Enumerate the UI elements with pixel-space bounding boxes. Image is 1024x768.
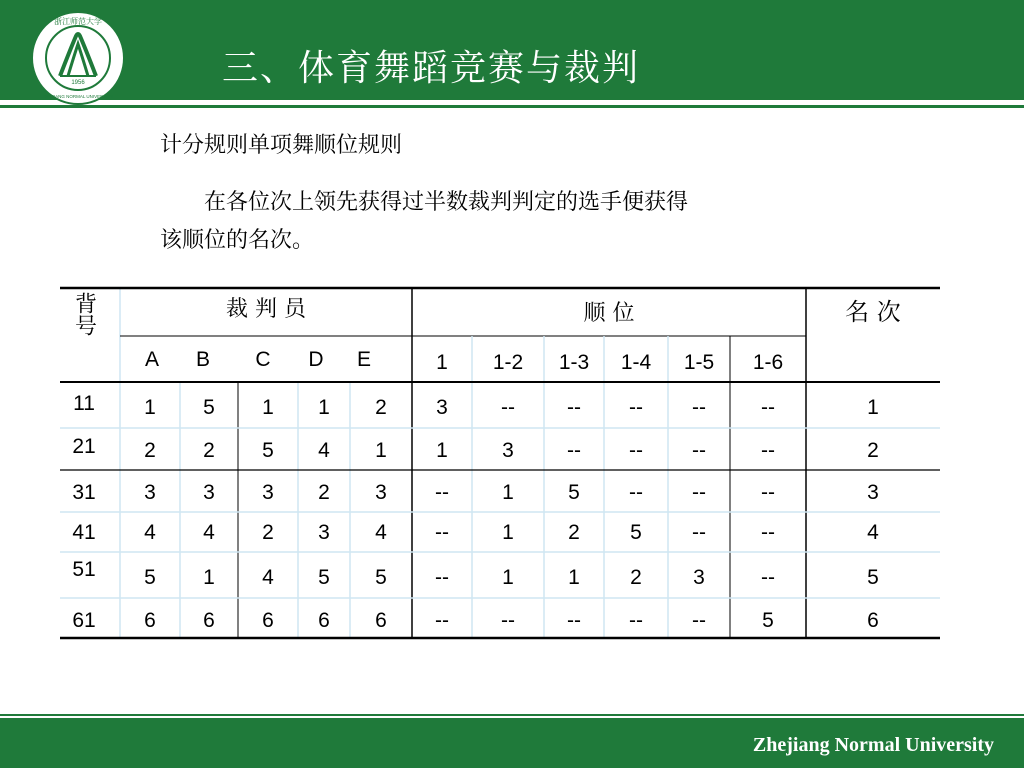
rank-count: -- [435, 609, 449, 632]
footer-university-name: Zhejiang Normal University [752, 734, 994, 756]
rank-count: -- [761, 481, 775, 504]
judge-score: 1 [318, 396, 330, 419]
bib-number: 61 [72, 609, 96, 632]
rank-count: 1 [502, 521, 514, 544]
header-divider [0, 105, 1024, 108]
judge-score: 2 [375, 396, 387, 419]
final-place: 5 [867, 566, 879, 589]
rank-count: -- [629, 396, 643, 419]
university-logo [30, 10, 126, 106]
ranking-table [60, 286, 944, 646]
judge-score: 3 [203, 481, 215, 504]
rule-paragraph [160, 184, 860, 260]
header-judges: 裁 判 员 [226, 297, 306, 322]
judge-score: 6 [262, 609, 274, 632]
rank-count: -- [761, 566, 775, 589]
rank-count: 1 [568, 566, 580, 589]
judge-score: 3 [262, 481, 274, 504]
rank-count: -- [629, 439, 643, 462]
rank-count: 1 [502, 566, 514, 589]
rank-col-6: 1-6 [752, 351, 784, 374]
rank-col-3: 1-3 [558, 351, 590, 374]
rank-col-4: 1-4 [620, 351, 652, 374]
judge-score: 6 [203, 609, 215, 632]
bib-number: 31 [72, 481, 96, 504]
final-place: 1 [867, 396, 879, 419]
logo-top-text: 浙江师范大学 [54, 17, 102, 26]
judge-score: 1 [262, 396, 274, 419]
judge-letter-C: C [255, 348, 271, 371]
header-bib: 背号 [71, 292, 97, 336]
final-place: 4 [867, 521, 879, 544]
bib-number: 41 [72, 521, 96, 544]
rule-subhead: 计分规则单项舞顺位规则 [160, 133, 403, 158]
judge-score: 5 [262, 439, 274, 462]
table-row [72, 481, 879, 504]
judge-score: 4 [203, 521, 215, 544]
rank-count: 3 [436, 396, 448, 419]
rank-count: -- [761, 439, 775, 462]
rank-count: -- [629, 609, 643, 632]
table-row [72, 521, 879, 544]
judge-score: 2 [203, 439, 215, 462]
judge-score: 5 [144, 566, 156, 589]
judge-score: 2 [262, 521, 274, 544]
rank-count: -- [692, 609, 706, 632]
judge-score: 3 [318, 521, 330, 544]
rank-count: 3 [693, 566, 705, 589]
table-row [72, 609, 879, 632]
rank-count: -- [435, 566, 449, 589]
rank-count: -- [692, 439, 706, 462]
rank-count: -- [692, 521, 706, 544]
rank-count: -- [692, 396, 706, 419]
logo-year: 1956 [71, 80, 85, 86]
final-place: 6 [867, 609, 879, 632]
rank-count: -- [761, 521, 775, 544]
rank-count: 1 [502, 481, 514, 504]
judge-letter-D: D [308, 348, 324, 371]
bib-number: 21 [72, 435, 96, 458]
judge-letter-A: A [144, 348, 160, 371]
bib-number: 51 [72, 558, 96, 581]
judge-score: 3 [144, 481, 156, 504]
judge-score: 5 [318, 566, 330, 589]
rank-count: 5 [568, 481, 580, 504]
rank-count: 3 [502, 439, 514, 462]
rank-count: -- [567, 439, 581, 462]
judge-score: 6 [318, 609, 330, 632]
rank-count: -- [692, 481, 706, 504]
rank-count: -- [501, 609, 515, 632]
final-place: 2 [867, 439, 879, 462]
rank-col-1: 1 [436, 351, 448, 374]
rank-count: 5 [630, 521, 642, 544]
rule-paragraph-line1: 在各位次上领先获得过半数裁判判定的选手便获得 [204, 190, 689, 215]
table-row [72, 558, 879, 589]
judge-score: 5 [203, 396, 215, 419]
header-ranks: 顺 位 [583, 301, 635, 326]
judge-score: 5 [375, 566, 387, 589]
rank-count: 2 [630, 566, 642, 589]
rank-column-row [436, 351, 783, 374]
rank-count: 2 [568, 521, 580, 544]
rank-col-2: 1-2 [492, 351, 524, 374]
judge-letter-E: E [356, 348, 372, 371]
rank-count: -- [761, 396, 775, 419]
rank-count: -- [567, 396, 581, 419]
rank-count: -- [435, 481, 449, 504]
judge-score: 4 [375, 521, 387, 544]
rank-count: 1 [436, 439, 448, 462]
judge-score: 2 [318, 481, 330, 504]
judge-score: 2 [144, 439, 156, 462]
judge-score: 1 [375, 439, 387, 462]
judge-score: 4 [318, 439, 330, 462]
logo-bottom-text: ZHEJIANG NORMAL UNIVERSITY [42, 94, 114, 99]
table-row [73, 392, 879, 419]
rule-paragraph-line2: 该顺位的名次。 [160, 228, 315, 253]
judge-score: 1 [203, 566, 215, 589]
rank-count: -- [501, 396, 515, 419]
judge-score: 3 [375, 481, 387, 504]
rank-count: 5 [762, 609, 774, 632]
rank-col-5: 1-5 [683, 351, 715, 374]
bib-number: 11 [73, 392, 95, 415]
judge-score: 6 [144, 609, 156, 632]
final-place: 3 [867, 481, 879, 504]
rank-count: -- [629, 481, 643, 504]
header-place: 名 次 [845, 298, 901, 326]
page-title: 三、体育舞蹈竞赛与裁判 [222, 48, 641, 89]
judge-letter-B: B [195, 348, 211, 371]
table-row [72, 435, 879, 462]
judge-score: 1 [144, 396, 156, 419]
judge-score: 4 [144, 521, 156, 544]
judge-score: 4 [262, 566, 274, 589]
rank-count: -- [567, 609, 581, 632]
rank-count: -- [435, 521, 449, 544]
judge-score: 6 [375, 609, 387, 632]
footer-divider [0, 714, 1024, 716]
